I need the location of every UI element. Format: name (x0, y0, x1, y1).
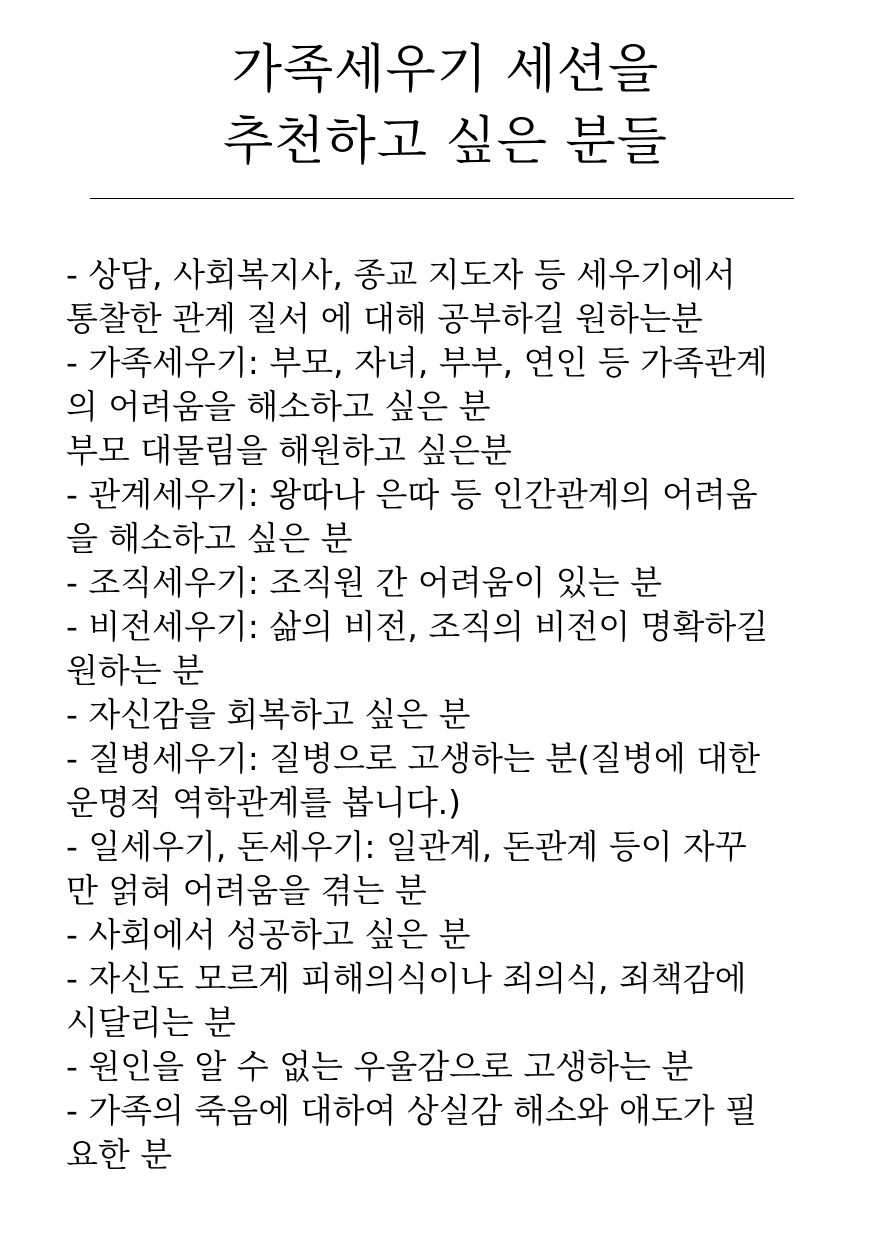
list-line: - 원인을 알 수 없는 우울감으로 고생하는 분 (66, 1047, 694, 1086)
list-line: 원하는 분 (66, 651, 205, 690)
list-line: 운명적 역학관계를 봅니다.) (66, 783, 462, 822)
list-line: 을 해소하고 싶은 분 (66, 519, 353, 558)
list-line: - 자신감을 회복하고 싶은 분 (66, 695, 471, 734)
list-line: - 가족세우기: 부모, 자녀, 부부, 연인 등 가족관계 (66, 343, 768, 382)
list-line: 통찰한 관계 질서 에 대해 공부하길 원하는분 (66, 299, 703, 338)
list-line: 부모 대물림을 해원하고 싶은분 (66, 431, 512, 470)
title-line-2: 추천하고 싶은 분들 (223, 112, 668, 172)
list-line: - 자신도 모르게 피해의식이나 죄의식, 죄책감에 (66, 959, 747, 998)
list-line: - 사회에서 성공하고 싶은 분 (66, 915, 471, 954)
list-line: 요한 분 (66, 1135, 173, 1174)
list-line: - 비전세우기: 삶의 비전, 조직의 비전이 명확하길 (66, 607, 769, 646)
list-line: - 조직세우기: 조직원 간 어려움이 있는 분 (66, 563, 663, 602)
list-line: 시달리는 분 (66, 1003, 236, 1042)
recommendation-list (66, 253, 856, 1177)
list-line: 의 어려움을 해소하고 싶은 분 (66, 387, 491, 426)
title-line-1: 가족세우기 세션을 (231, 40, 660, 100)
list-line: 만 얽혀 어려움을 겪는 분 (66, 871, 427, 910)
list-line: - 가족의 죽음에 대하여 상실감 해소와 애도가 필 (66, 1091, 758, 1130)
list-line: - 상담, 사회복지사, 종교 지도자 등 세우기에서 (66, 255, 736, 294)
title-divider (90, 198, 794, 199)
page-title (0, 34, 891, 178)
list-line: - 일세우기, 돈세우기: 일관계, 돈관계 등이 자꾸 (66, 827, 747, 866)
list-line: - 질병세우기: 질병으로 고생하는 분(질병에 대한 (66, 739, 761, 778)
list-line: - 관계세우기: 왕따나 은따 등 인간관계의 어려움 (66, 475, 758, 514)
